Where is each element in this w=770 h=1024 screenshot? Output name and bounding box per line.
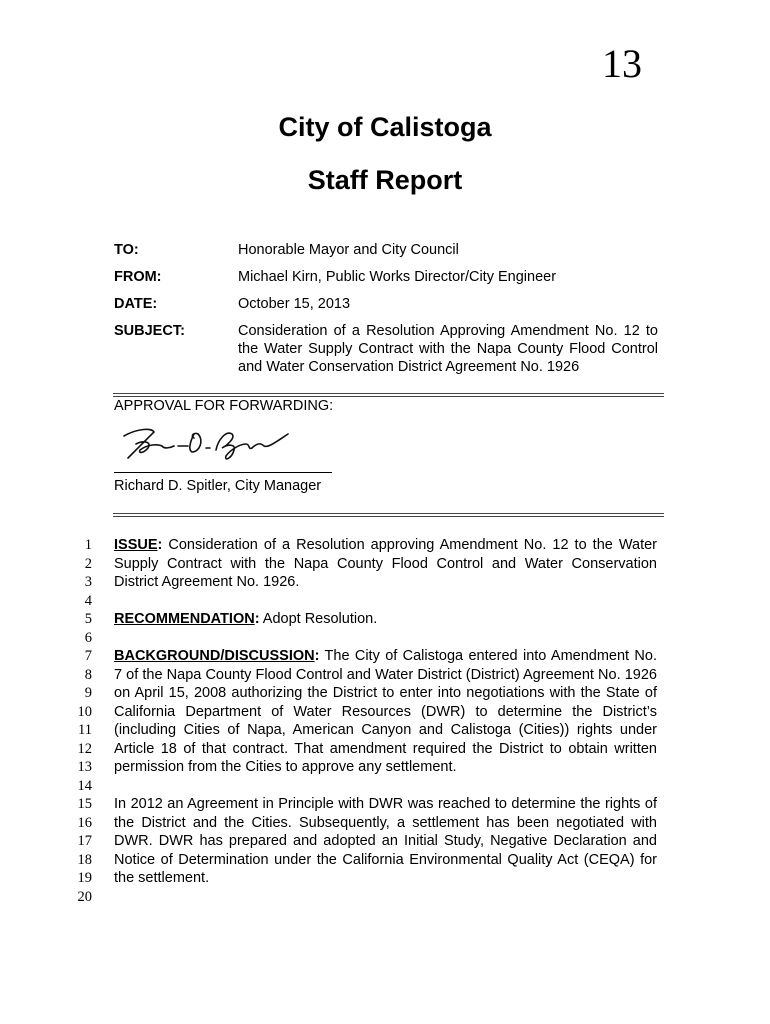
line-number: 9 <box>84 685 92 701</box>
header-divider <box>113 393 664 397</box>
line-number: 3 <box>84 574 92 590</box>
line-number: 20 <box>77 888 92 905</box>
line-number: 2 <box>84 555 92 572</box>
signature-image <box>118 420 293 464</box>
line-number: 6 <box>84 629 92 646</box>
line-number: 10 <box>77 703 92 720</box>
recommendation-text: Adopt Resolution. <box>259 611 378 627</box>
page-number: 13 <box>602 41 642 86</box>
from-value: Michael Kirn, Public Works Director/City Engineer <box>238 269 557 285</box>
line-number-column <box>46 536 92 906</box>
document-title: City of Calistoga <box>278 112 492 142</box>
recommendation-heading: RECOMMENDATION <box>114 611 255 627</box>
line-number: 4 <box>84 592 92 609</box>
line-number: 12 <box>77 740 92 757</box>
line-number: 18 <box>77 851 92 868</box>
to-label: TO: <box>114 242 139 258</box>
line-number: 5 <box>84 611 92 627</box>
approval-heading: APPROVAL FOR FORWARDING: <box>114 398 334 414</box>
issue-heading: ISSUE <box>114 537 158 553</box>
background-paragraph: BACKGROUND/DISCUSSION: The City of Calistoga entered into Amendment No. 7 of the Napa County Flood Control and Water District (District) Agreement No. 1926 on April 15, 2008 authorizing the District to enter into negotiations with the State of California Department of Water Resources (DWR) to determine the District’s (including Cities of Napa, American Canyon and Calistoga (Cities)) rights under Article 18 of that contract. That amendment required the District to obtain written permission from the Cities to approve any settlement. <box>114 648 657 775</box>
background-text: The City of Calistoga entered into Amendment No. 7 of the Napa County Flood Control and Water District (District) Agreement No. 1926 on April 15, 2008 authorizing the District to enter into negotiations with the State of California Department of Water Resources (DWR) to determine the District’s (including Cities of Napa, American Canyon and Calistoga (Cities)) rights under Article 18 of that contract. That amendment required the District to obtain written permission from the Cities to approve any settlement. <box>114 648 657 775</box>
line-number: 17 <box>77 833 92 849</box>
document-subtitle: Staff Report <box>307 165 463 195</box>
from-label: FROM: <box>114 269 162 285</box>
to-value: Honorable Mayor and City Council <box>238 242 459 258</box>
line-number: 15 <box>77 796 92 812</box>
line-number: 14 <box>77 777 92 794</box>
background-heading: BACKGROUND/DISCUSSION <box>114 648 315 664</box>
subject-value: Consideration of a Resolution Approving Amendment No. 12 to the Water Supply Contract with the Napa County Flood Control and Water Conservation District Agreement No. 1926 <box>238 323 658 375</box>
signature-line <box>114 472 332 473</box>
line-number: 16 <box>77 814 92 831</box>
approval-divider <box>113 513 664 517</box>
issue-text: Consideration of a Resolution approving Amendment No. 12 to the Water Supply Contract with the Napa County Flood Control and Water Conservation District Agreement No. 1926. <box>114 537 657 590</box>
signer-name: Richard D. Spitler, City Manager <box>114 478 322 494</box>
agreement-2012-paragraph: In 2012 an Agreement in Principle with DWR was reached to determine the rights of the District and the Cities. Subsequently, a settlement has been negotiated with DWR. DWR has prepared and adopted an Initial Study, Negative Declaration and Notice of Determination under the California Environmental Quality Act (CEQA) for the settlement. <box>114 796 657 886</box>
recommendation-paragraph: RECOMMENDATION: Adopt Resolution. <box>114 611 378 627</box>
date-label: DATE: <box>114 296 158 312</box>
subject-label: SUBJECT: <box>114 323 185 339</box>
line-number: 7 <box>84 648 92 664</box>
line-number: 1 <box>84 537 92 553</box>
issue-paragraph: ISSUE: Consideration of a Resolution approving Amendment No. 12 to the Water Supply Contract with the Napa County Flood Control and Water Conservation District Agreement No. 1926. <box>114 537 657 590</box>
line-number: 11 <box>78 722 92 738</box>
line-number: 8 <box>84 666 92 683</box>
date-value: October 15, 2013 <box>238 296 351 312</box>
line-number: 13 <box>77 759 92 775</box>
line-number: 19 <box>77 870 92 886</box>
